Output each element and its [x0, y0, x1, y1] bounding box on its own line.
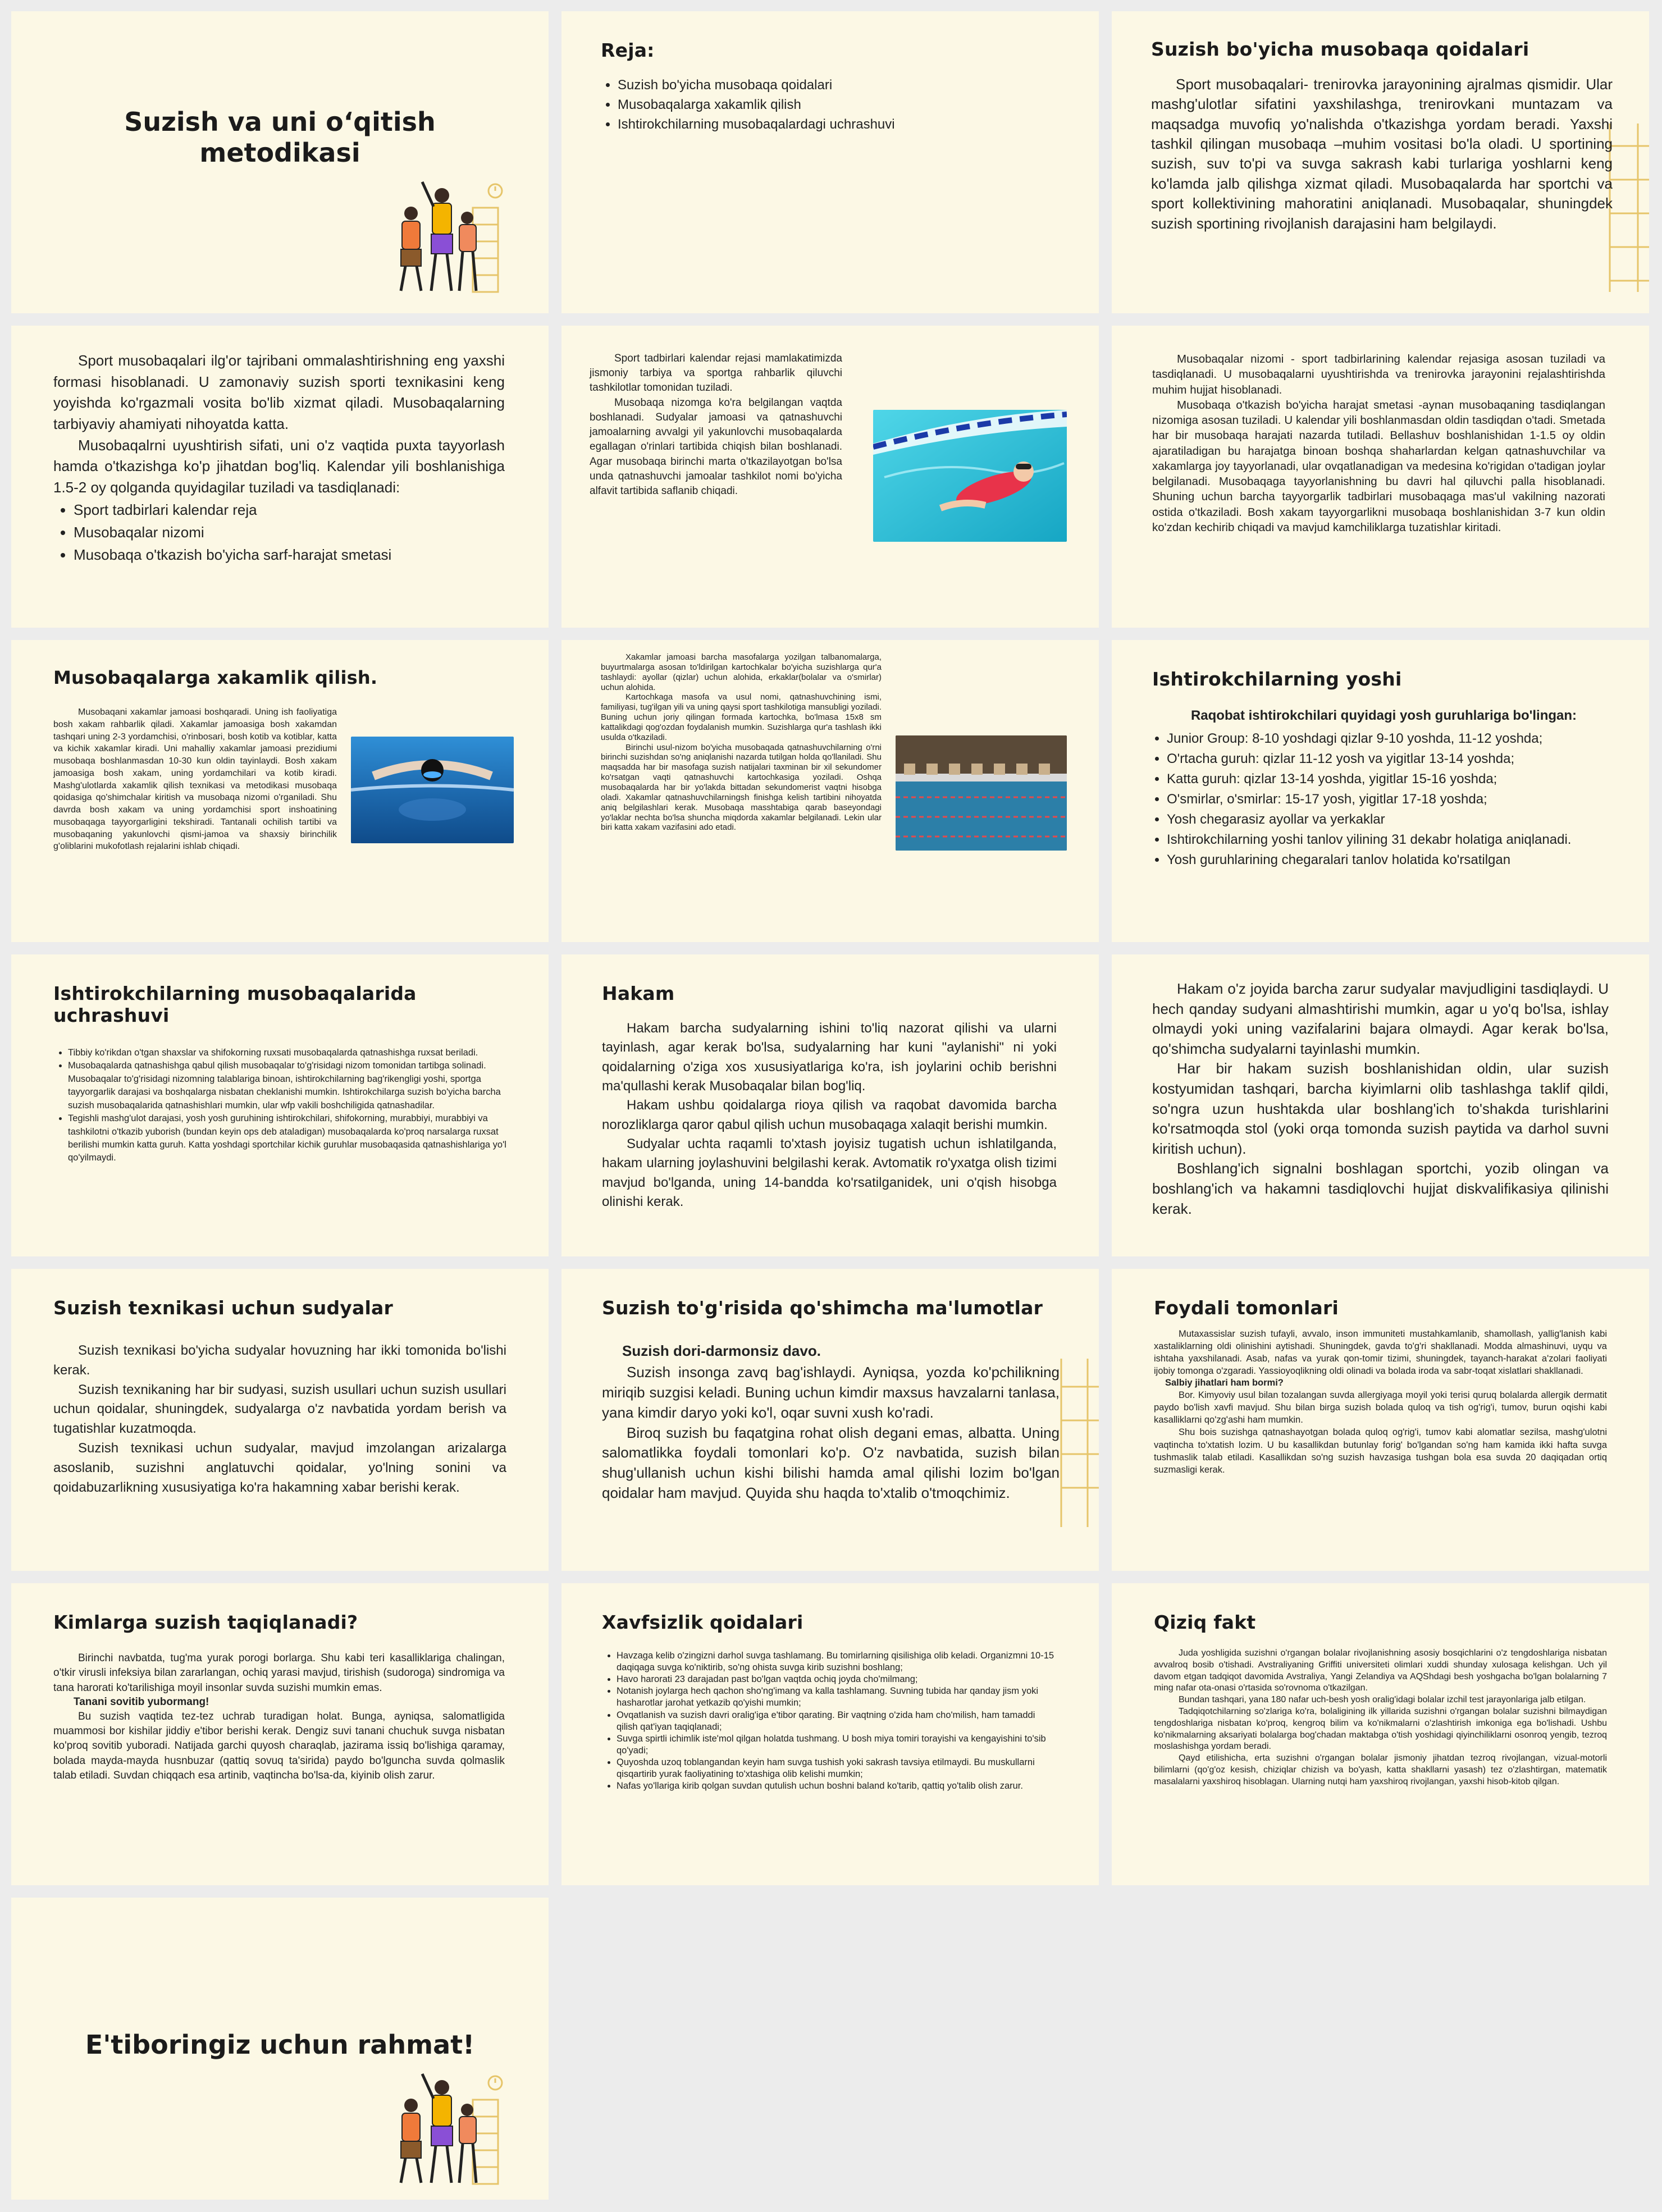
swimmer-backstroke-photo	[873, 410, 1067, 542]
paragraph: Kartochkaga masofa va usul nomi, qatnashuvchining ismi, familiyasi, tug'ilgan yili va uning qaysi sport tashkilotiga mansubligi yoziladi. Buning uchun joriy qilingan formada kartochka, bo'lmasa 15x8 sm kattalikdagi qog'ozdan foydalanish mumkin. Suzishlarga qur'a tashlash ikki usulda o'tkaziladi.	[601, 692, 882, 742]
list-item: • Sport tadbirlari kalendar reja	[74, 499, 505, 521]
slide-title[interactable]	[11, 11, 549, 313]
list-item: • Musobaqalar nizomi	[74, 521, 505, 543]
list-item: • Ovqatlanish va suzish davri oralig'iga e'tibor qarating. Bir vaqtning o'zida ham cho'milish, ham tamaddi qilish qat'iyan taqiqlanadi;	[617, 1710, 1057, 1733]
slide-participants-admission[interactable]	[11, 954, 549, 1256]
paragraph: Hakam barcha sudyalarning ishini to'liq nazorat qilishi va ularni tayinlash, agar kerak bo'lsa, sudyalarning har kuni "aylanishi" ni yoki qoidalarning o'ziga xos xususiyatlariga ko'ra, ish joylarini ochib berishni ma'qullashi kerak Musobaqalar bilan bog'liq.	[602, 1021, 1057, 1094]
slide-heading: Suzish to'g'risida qo'shimcha ma'lumotlar	[602, 1297, 1043, 1319]
thank-you-title: E'tiboringiz uchun rahmat!	[85, 2030, 475, 2060]
paragraph: Hakam ushbu qoidalarga rioya qilish va raqobat davomida barcha norozliklarga qaror qabul qilish uchun musobaqaga xalaqit berishi mumkin.	[602, 1098, 1057, 1132]
slide-heading: Musobaqalarga xakamlik qilish.	[53, 667, 378, 688]
list-item: • Katta guruh: qizlar 13-14 yoshda, yigitlar 15-16 yoshda;	[1167, 769, 1615, 789]
slide-regulations[interactable]	[1112, 326, 1649, 628]
slide-interesting-fact[interactable]	[1112, 1583, 1649, 1885]
list-item: • Quyoshda uzoq toblangandan keyin ham suvga tushish yoki sakrash tavsiya etilmaydi. Bu muskullarni qisqartirib yurak faoliyatining to'xtashiga olib kelishi mumkin;	[617, 1757, 1057, 1780]
slide-heading: Kimlarga suzish taqiqlanadi?	[53, 1611, 358, 1633]
slide-judging[interactable]	[11, 640, 549, 942]
slide-participants-age[interactable]	[1112, 640, 1649, 942]
safety-list	[602, 1650, 1057, 1792]
swimmer-butterfly-photo	[351, 737, 514, 843]
paragraph: Musobaqalar nizomi - sport tadbirlarining kalendar rejasiga asosan tuziladi va tasdiqlanadi. U musobaqalarni uyushtirishda va trenirovka jarayonini rejalashtirishda muhim hujjat hisoblanadi.	[1152, 353, 1605, 396]
paragraph: Hakam o'z joyida barcha zarur sudyalar mavjudligini tasdiqlaydi. U hech qanday sudyani almashtirishi mumkin, agar u yo'q bo'lsa, ishlay olmaydi yoki uning vazifalarini bajara olmaydi. Agar kerak bo'lsa, qo'shimcha sudyalarni tayinlashi mumkin.	[1152, 980, 1609, 1057]
slide-heading: Ishtirokchilarning musobaqalarida uchrashuvi	[53, 982, 417, 1026]
people-celebrating-illustration	[389, 2066, 506, 2190]
slide-competition-rules[interactable]	[1112, 11, 1649, 313]
paragraph: Suzish texnikasi uchun sudyalar, mavjud imzolangan arizalarga asoslanib, suzishni anglatuvchi qoidalar, yo'lning sonini va qoidabuzarlikning xususiyatiga ko'ra hakamning xabar berishi kerak.	[53, 1440, 506, 1495]
list-item: • O'smirlar, o'smirlar: 15-17 yosh, yigitlar 17-18 yoshda;	[1167, 789, 1615, 810]
presentation-title: Suzish va uni o‘qitish metodikasi	[124, 107, 436, 168]
slide-draw[interactable]	[561, 640, 1099, 942]
slide-heading: Foydali tomonlari	[1154, 1297, 1339, 1319]
list-item: • Tibbiy ko'rikdan o'tgan shaxslar va shifokorning ruxsati musobaqalarda qatnashishga ruxsat beriladi.	[68, 1046, 509, 1059]
paragraph: Musobaqa nizomga ko'ra belgilangan vaqtda boshlanadi. Sudyalar jamoasi va qatnashuvchi jamoalarning avvalgi yil yakunlovchi musobaqalarda egallagan o'rinlari tartibida chiqish bilan boshlanadi. Agar musobaqa birinchi marta o'tkazilayotgan bo'lsa unda qatnashuvchi jamoalar tashkilot nomi bo'yicha alfavit tartibida saflanib chiqadi.	[590, 396, 842, 497]
paragraph: Musobaqani xakamlar jamoasi boshqaradi. Uning ish faoliyatiga bosh xakam rahbarlik qiladi. Xakamlar jamoasiga bosh xakamdan tashqari uning 2-3 yordamchisi, o'rinbosari, bosh kotib va kotiblar, katta va kichik xakamlar kiradi. Uni mahalliy xakamlar jamoasi prezidiumi musobaqa boshlanmasdan 10-30 kun oldin tayinlaydi. Bosh xakam jamoasiga bosh xakam, uning yordamchilari va kotib kiradi. Mashg'ulotlarda xakamlik qilish texnikasi va metodikasi musobaqa qoidasiga qo'shimchalar kiritish va musobaqa nizomi o'rganiladi. Shu davrda bosh xakam va uning yordamchisi sport inshoatining musobaqaga tayyorgarligini tekshiradi. Tantanali ochilish tartibi va musobaqaning yakunlovchi qismi-jamoa va shaxsiy birinchilik g'oliblarini mukofotlash rejalarini ishlab chiqadi.	[53, 707, 337, 852]
list-item: • Junior Group: 8-10 yoshdagi qizlar 9-10 yoshda, 11-12 yoshda;	[1167, 729, 1615, 749]
swimming-start-photo	[896, 735, 1067, 851]
paragraph: Musobaqa o'tkazish bo'yicha harajat smetasi -aynan musobaqaning tasdiqlangan nizomiga asosan tuziladi. U kalendar yili boshlanmasdan oldin tasdiqdan o'tadi. Smetada har bir musobaqa harajati nazarda tutiladi. Bellashuv boshlanishidan 1-1.5 oy oldin ajaratiladigan bu harajatga binoan boshqa shaharlardan kelgan qatnashuvchilar va xakamlarga joy tayyorlanadi, ular ovqatlanadigan va medesina ko'rigidan o'tadigan joylar belgilanadi. Musobaqaga tayyorlanishning bu davri hal qiluvchi palla hisoblanadi. Shuning uchun barcha tayyorgarlik tadbirlari musobaqaga mas'ul vakilning nazorati ostida o'tkaziladi. Bosh xakam tayyorgarlikni musobaqa boshlanishidan 3-7 kun oldin ko'zdan kechirib chiqadi va mavjud kamchiliklarga tuzatishlar kiritadi.	[1152, 398, 1605, 534]
paragraph: Sport musobaqalari ilg'or tajribani ommalashtirishning eng yaxshi formasi hisoblanadi. U zamonaviy suzish sporti texnikasini keng yoyishda ko'rgazmali vosita bo'lib xizmat qiladi. Musobaqalarning tarbiyaviy ahamiyati nihoyatda katta.	[53, 352, 505, 433]
list-item: • Ishtirokchilarning musobaqalardagi uchrashuvi	[618, 115, 1060, 135]
slide-subheading: Raqobat ishtirokchilari quyidagi yosh guruhlariga bo'lingan:	[1190, 708, 1577, 723]
paragraph: Qayd etilishicha, erta suzishni o'rgangan bolalar jismoniy jihatdan tezroq rivojlangan, vizual-motorli bilimlarni (qo'g'oz kesish, chiziqlar chizish va bo'yash, katta shakllarni yasash) tez o'zlashtirgan, matematik masalalarni yaxshiroq hisoblagan. Ularning nutqi ham yaxshiroq rivojlangan, yaxshi hisob-kitob qilgan.	[1154, 1753, 1607, 1786]
slide-plan[interactable]	[561, 11, 1099, 313]
slide-safety-rules[interactable]	[561, 1583, 1099, 1885]
list-item: • O'rtacha guruh: qizlar 11-12 yosh va yigitlar 13-14 yoshda;	[1167, 749, 1615, 769]
slide-heading: Hakam	[602, 982, 675, 1004]
slide-contraindications[interactable]	[11, 1583, 549, 1885]
plan-title: Reja:	[601, 39, 655, 61]
list-item: • Notanish joylarga hech qachon sho'ng'imang va kalla tashlamang. Suvning tubida har qanday jism yoki hasharotlar jarohat yetkazib qo'yishi mumkin;	[617, 1685, 1057, 1709]
paragraph: Suzish texnikaning har bir sudyasi, suzish usullari uchun suzish usullari uchun qoidalar, shuningdek, sudyalarga o'z navbatida yordam berish va tugatishlar kuzatmoqda.	[53, 1382, 506, 1437]
paragraph: Har bir hakam suzish boshlanishidan oldin, ular suzish kostyumidan tashqari, barcha kiyimlarni olib tashlashga taklif qildi, so'ngra uzun hushtakda ular boshlang'ich to'shakda turishlarini ko'rsatmoqda stol (yoki orqa tomonda suzish paytida va darhol suvni kiritish uchun).	[1152, 1060, 1609, 1157]
document-list	[53, 499, 505, 566]
paragraph: Bundan tashqari, yana 180 nafar uch-besh yosh oralig'idagi bolalar izchil test jarayonlariga jalb etilgan.	[1179, 1695, 1586, 1705]
list-item: • Suzish bo'yicha musobaqa qoidalari	[618, 76, 1060, 95]
slide-competition-importance[interactable]	[11, 326, 549, 628]
list-item: • Havo harorati 23 darajadan past bo'lgan vaqtda ochiq joyda cho'milmang;	[617, 1674, 1057, 1685]
paragraph: Suzish texnikasi bo'yicha sudyalar hovuzning har ikki tomonida bo'lishi kerak.	[53, 1343, 506, 1378]
paragraph: Bu suzish vaqtida tez-tez uchrab turadigan holat. Bunga, ayniqsa, salomatligida muammosi bor kishilar jiddiy e'tibor berishi kerak. Dengiz suvi tanani chuchuk suvga nisbatan ko'proq sovitib yuboradi. Natijada garchi quyosh charaqlab, jazirama issiq bo'lishiga qaramay, bolada mayda-mayda husnbuzar (qattiq sovuq ta'sirida) paydo bo'lguncha suvda qolmaslik talab etiladi. Suvdan chiqqach esa artinib, vaqtincha bo'lsa-da, kiyinib olish zarur.	[53, 1710, 505, 1782]
list-item: • Nafas yo'llariga kirib qolgan suvdan qutulish uchun boshni baland ko'tarib, qattiq yo'talib olish zarur.	[617, 1780, 1057, 1792]
list-item: • Havzaga kelib o'zingizni darhol suvga tashlamang. Bu tomirlarning qisilishiga olib keladi. Organizmni 10-15 daqiqaga suvga ko'niktirib, so'ng ohista suvga kirib suzishni boshlang;	[617, 1650, 1057, 1674]
slide-subheading: Suzish dori-darmonsiz davo.	[622, 1342, 821, 1359]
list-item: • Yosh guruhlarining chegaralari tanlov holatida ko'rsatilgan	[1167, 850, 1615, 870]
slide-benefits[interactable]	[1112, 1269, 1649, 1571]
list-item: • Yosh chegarasiz ayollar va yerkaklar	[1167, 810, 1615, 830]
slide-heading: Ishtirokchilarning yoshi	[1152, 668, 1402, 690]
list-item: • Musobaqalarda qatnashishga qabul qilish musobaqalar to'g'risidagi nizom tomonidan tartibga solinadi. Musobaqalar to'g'risidagi nizomning talablariga binoan, ishtirokchilarning bag'rikengligi yoshi, sportga tayyorgarlik darajasi va boshqalarga nisbatan cheklanishi mumkin. Ishtirokchilarga suzish bo'yicha barcha suzish musobaqalarida qatnashishlari mumkin, ular wfp vakili boshchiligida qatnashadilar.	[68, 1059, 509, 1112]
slide-technique-judges[interactable]	[11, 1269, 549, 1571]
age-group-list	[1152, 729, 1615, 870]
list-item: • Musobaqa o'tkazish bo'yicha sarf-harajat smetasi	[74, 543, 505, 566]
list-item: • Tegishli mashg'ulot darajasi, yosh yosh guruhining ishtirokchilari, shifokorning, murabbiyi, murabbiyi va tashkilotni o'tkazib yuborish (bundan keyin ops deb ataladigan) musobaqalarda ko'proq narsalarga ruxsat berilishi mumkin katta guruh. Katta yoshdagi sportchilar kichik guruhlar musobaqasida qatnashishlariga yo'l qo'yilmaydi.	[68, 1112, 509, 1165]
paragraph: Mutaxassislar suzish tufayli, avvalo, inson immuniteti mustahkamlanib, shamollash, yallig'lanish kabi xastaliklarning oldi olinishini aytishadi. Shuningdek, gavda to'g'ri shakllanadi. Modda almashinuvi, uyqu va ishtaha yaxshilanadi. Asab, nafas va yurak qon-tomir tizimi, shuningdek, tayanch-harakat a'zolari faoliyati ijobiy tomonga o'zgaradi. Yassioyoqlikning oldi olinadi va bolada iroda va sabr-toqat xislatlari shakllanadi.	[1154, 1329, 1607, 1377]
paragraph: Bor. Kimyoviy usul bilan tozalangan suvda allergiyaga moyil yoki terisi quruq bolalarda allergik dermatit paydo bo'lish xavfi mavjud. Shu bilan birga suzish bolada quloq va tish og'rig'i, tumov, burun oqishi kabi kasalliklarni qo'zg'ashi ham mumkin.	[1154, 1390, 1607, 1425]
list-item: • Musobaqalarga xakamlik qilish	[618, 95, 1060, 115]
people-celebrating-illustration	[389, 174, 506, 298]
paragraph: Musobaqalrni uyushtirish sifati, uni o'z vaqtida puxta tayyorlash hamda o'tkazishga ko'p jihatdan bog'liq. Kalendar yili boshlanishiga 1.5-2 oy qolganda quyidagilar tuziladi va tasdiqlanadi:	[53, 436, 505, 496]
list-item: • Suvga spirtli ichimlik iste'mol qilgan holatda tushmang. U bosh miya tomiri torayishi va kengayishini to'sib qo'yadi;	[617, 1733, 1057, 1757]
paragraph: Sport tadbirlari kalendar rejasi mamlakatimizda jismoniy tarbiya va sportga rahbarlik qiluvchi tashkilotlar tomonidan tuziladi.	[590, 353, 842, 394]
paragraph: Biroq suzish bu faqatgina rohat olish degani emas, albatta. Uning salomatlikka foydali tomonlari ko'p. O'z navbatida, suzish bilan shug'ullanish uchun kishi bilishi hamda amal qilishi lozim bo'lgan qoidalar ham mavjud. Quyida shu haqda to'xtalib o'tmoqchimiz.	[602, 1424, 1060, 1502]
paragraph: Shu bois suzishga qatnashayotgan bolada quloq og'rig'i, tumov kabi alomatlar sezilsa, mashg'ulotni vaqtincha to'xtatish lozim. U bu kasallikdan butunlay forig' bo'lgandan so'ng ham kamida ikki hafta suvga tushmaslik talab etiladi. Kasallikdan so'ng suzish havzasiga tushgan bola esa suvda 20 daqiqadan ortiq suzmasligi kerak.	[1154, 1427, 1607, 1475]
list-item: • Ishtirokchilarning yoshi tanlov yilining 31 dekabr holatiga aniqlanadi.	[1167, 830, 1615, 850]
subheading: Salbiy jihatlari ham bormi?	[1165, 1378, 1284, 1388]
slide-heading: Suzish bo'yicha musobaqa qoidalari	[1151, 38, 1529, 60]
paragraph: Juda yoshligida suzishni o'rgangan bolalar rivojlanishning asosiy bosqichlarini o'z tengdoshlariga nisbatan avvalroq bosib o'tishadi. Avstraliyaning Griffiti universiteti olimlari xuddi shunday xulosaga kelishgan. Uch yil davom etgan tadqiqot davomida Avstraliya, Yangi Zelandiya va AQShdagi besh yoshgacha bo'lgan bolalarning 7 ming nafar ota-onasi o'rtasida so'rovnoma o'tkazilgan.	[1154, 1648, 1607, 1693]
plan-list	[601, 76, 1060, 134]
paragraph: Birinchi usul-nizom bo'yicha musobaqada qatnashuvchilarning o'rni birinchi suzishdan so'ng aniqlanishi nazarda tutilgan holda qo'llaniladi. Shu maqsadda har bir masofaga suzish natijalari taxminan bir xil sekundomer ko'rsatgan vaqti qatnashuvchi kartochkasiga yoziladi. Oshqa musobaqalarda har bir yo'lakda bittadan sekundomerist vaqtni hisobga oladi. Xakamlar qatnashuvchilarningsh finishga kelish tartibini nihoyatda aniq belgilashlari kerak. Musobaqa masshtabiga qarab baseyondagi yo'laklar nechta bo'lsa shuncha miqdorda xakamlar belgilanadi. Lekin ular biri katta xakam vazifasini ado etadi.	[601, 742, 882, 833]
slide-heading: Suzish texnikasi uchun sudyalar	[53, 1297, 393, 1319]
slide-additional-info[interactable]	[561, 1269, 1099, 1571]
slide-heading: Qiziq fakt	[1154, 1611, 1256, 1633]
admission-list	[53, 1046, 509, 1165]
paragraph: Tadqiqotchilarning so'zlariga ko'ra, bolaligining ilk yillarida suzishni o'rgangan bolalar suzishni bilmaydigan tengdoshlariga nisbatan ko'proq, kengroq bilim va ko'nikmalarni o'zlashtirish imkoniga ega bo'lishadi. Ushbu ko'nikmalarning aksariyati bolalarga bog'chadan maktabga o'tish yoshidagi qiyinchiliklarni osonroq yengib, tezroq moslashishga yordam beradi.	[1154, 1706, 1607, 1752]
paragraph: Birinchi navbatda, tug'ma yurak porogi borlarga. Shu kabi teri kasalliklariga chalingan, o'tkir virusli infeksiya bilan zararlangan, ochiq yarasi mavjud, tirishish (sudoroga) sindromiga va tana harorati ko'tarilishiga moyil insonlar suvda suzishi mumkin emas.	[53, 1652, 505, 1694]
paragraph: Suzish insonga zavq bag'ishlaydi. Ayniqsa, yozda ko'pchilikning miriqib suzgisi keladi. Buning uchun kimdir maxsus havzalarni tanlasa, yana kimdir daryo yoki ko'l, oqar suvni xush ko'radi.	[602, 1363, 1060, 1421]
slide-thank-you[interactable]	[11, 1898, 549, 2200]
slide-heading: Xavfsizlik qoidalari	[602, 1611, 803, 1633]
slide-referee[interactable]	[561, 954, 1099, 1256]
ladder-decoration	[1057, 1359, 1099, 1527]
paragraph: Sudyalar uchta raqamli to'xtash joyisiz tugatish uchun ishlatilganda, hakam ularning joylashuvini belgilashi kerak. Avtomatik ro'yxatga olish tizimi mavjud bo'lganda, uning 14-bandda ko'rsatilganidek, uni o'qish hisobga olinishi kerak.	[602, 1136, 1057, 1209]
paragraph: Sport musobaqalari- trenirovka jarayonining ajralmas qismidir. Ular mashg'ulotlar sifatini yaxshilashga, trenirovkani muntazam va maqsadga muvofiq yo'nalishda o'tkazishga yordam beradi. Yaxshi tashkil qilingan musobaqa –muhim vositasi bo'la oladi. U sportining suzish, suv to'pi va suvga sakrash kabi turlariga yoshlarni keng ko'lamda jalb qilishga xizmat qiladi. Musobaqalarda har sportchi va sport kollektivining mahoratini aniqlanadi. Musobaqalar, shuningdek suzish sportining rivojlanish darajasini ham belgilaydi.	[1151, 76, 1613, 232]
slide-calendar-plan[interactable]	[561, 326, 1099, 628]
paragraph: Xakamlar jamoasi barcha masofalarga yozilgan talbanomalarga, buyurtmalarga asosan to'ldirilgan kartochkalar bo'yicha suzishlarga qur'a tashlaydi: ayollar (qizlar) uchun alohida, erkaklar(bolalar va o'smirlar) uchun alohida.	[601, 652, 882, 692]
slide-referee-duties[interactable]	[1112, 954, 1649, 1256]
subheading: Tanani sovitib yubormang!	[74, 1696, 209, 1708]
paragraph: Boshlang'ich signalni boshlagan sportchi, yozib olingan va boshlang'ich va hakamni tasdiqlovchi hujjat diskvalifikasiya qilinishi kerak.	[1152, 1160, 1609, 1217]
